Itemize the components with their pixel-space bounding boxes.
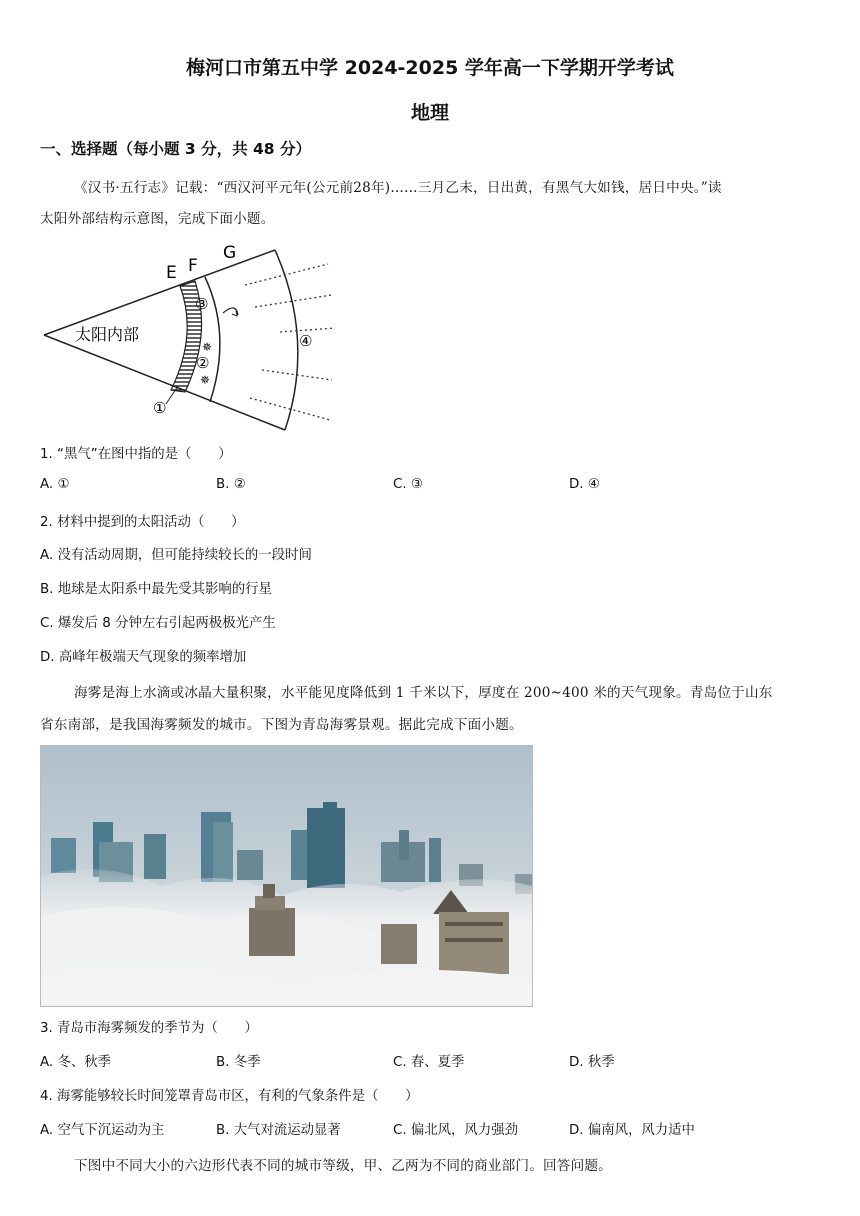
- q3-option-c[interactable]: C. 春、夏季: [393, 1055, 465, 1070]
- q3-option-b[interactable]: B. 冬季: [216, 1055, 261, 1070]
- label-3: ③: [195, 295, 209, 313]
- exam-subject: 地理: [410, 102, 449, 124]
- q2-option-b[interactable]: B. 地球是太阳系中最先受其影响的行星: [40, 582, 272, 597]
- intro2-line1: 海雾是海上水滴或冰晶大量积聚，水平能见度降低到 1 千米以下，厚度在 200~400 米的天气现象。青岛位于山东: [74, 685, 773, 701]
- exam-title: 梅河口市第五中学 2024-2025 学年高一下学期开学考试: [186, 57, 674, 79]
- qingdao-sea-fog-photo: [40, 745, 533, 1007]
- label-sun-interior: 太阳内部: [75, 325, 140, 344]
- q2-option-c[interactable]: C. 爆发后 8 分钟左右引起两极极光产生: [40, 616, 276, 631]
- q3-option-d[interactable]: D. 秋季: [569, 1055, 615, 1070]
- intro3-line1: 下图中不同大小的六边形代表不同的城市等级，甲、乙两为不同的商业部门。回答问题。: [74, 1158, 612, 1174]
- q4-option-d[interactable]: D. 偏南风，风力适中: [569, 1123, 695, 1138]
- label-F: F: [188, 256, 198, 276]
- q1-option-a[interactable]: A. ①: [40, 477, 70, 492]
- label-E: E: [166, 263, 177, 283]
- intro2-line2: 省东南部，是我国海雾频发的城市。下图为青岛海雾景观。据此完成下面小题。: [40, 717, 523, 733]
- q3-option-a[interactable]: A. 冬、秋季: [40, 1055, 111, 1070]
- q4-option-b[interactable]: B. 大气对流运动显著: [216, 1123, 341, 1138]
- svg-text:✵: ✵: [202, 340, 213, 354]
- q4-stem: 4. 海雾能够较长时间笼罩青岛市区，有利的气象条件是（ ）: [40, 1089, 419, 1104]
- label-1: ①: [153, 399, 167, 417]
- intro1-line2: 太阳外部结构示意图，完成下面小题。: [40, 211, 275, 227]
- q2-option-a[interactable]: A. 没有活动周期，但可能持续较长的一段时间: [40, 548, 312, 563]
- q1-stem: 1. “黑气”在图中指的是（ ）: [40, 447, 232, 462]
- q1-option-c[interactable]: C. ③: [393, 477, 423, 492]
- svg-text:✵: ✵: [200, 373, 211, 387]
- section-heading: 一、选择题（每小题 3 分，共 48 分）: [40, 140, 311, 158]
- q4-option-c[interactable]: C. 偏北风，风力强劲: [393, 1123, 518, 1138]
- q2-option-d[interactable]: D. 高峰年极端天气现象的频率增加: [40, 650, 247, 665]
- q1-option-d[interactable]: D. ④: [569, 477, 600, 492]
- label-2: ②: [196, 354, 210, 372]
- q3-stem: 3. 青岛市海雾频发的季节为（ ）: [40, 1021, 258, 1036]
- sun-structure-diagram: [40, 240, 340, 435]
- label-4: ④: [299, 332, 313, 350]
- label-G: G: [223, 243, 237, 263]
- q4-option-a[interactable]: A. 空气下沉运动为主: [40, 1123, 165, 1138]
- intro1-line1: 《汉书·五行志》记载：“西汉河平元年(公元前28年)……三月乙未，日出黄，有黑气大如钱，居日中央。”读: [74, 180, 722, 196]
- q1-option-b[interactable]: B. ②: [216, 477, 246, 492]
- q2-stem: 2. 材料中提到的太阳活动（ ）: [40, 515, 245, 530]
